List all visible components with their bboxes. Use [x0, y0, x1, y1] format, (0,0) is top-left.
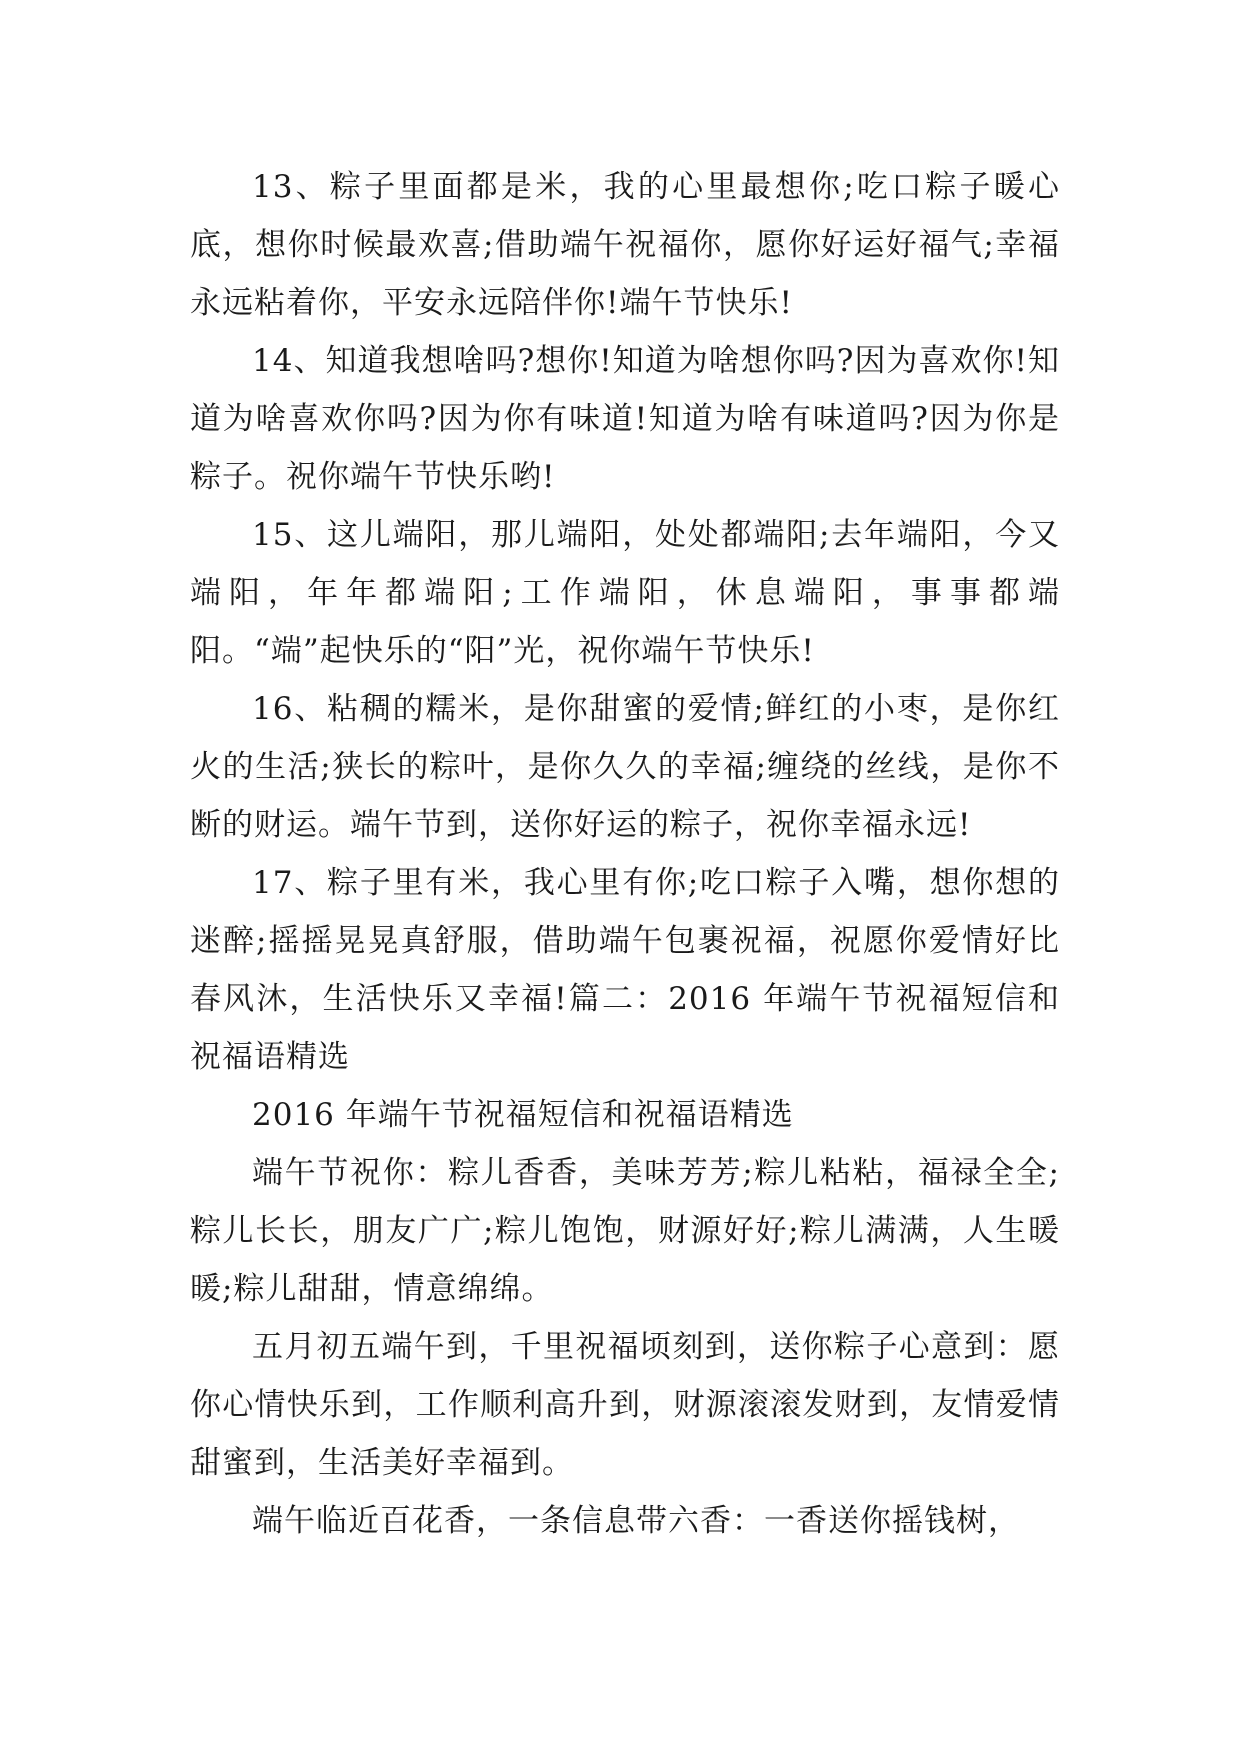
paragraph-greeting-3: 端午临近百花香，一条信息带六香：一香送你摇钱树， — [252, 1503, 1020, 1539]
paragraph-13: 13、粽子里面都是米，我的心里最想你;吃口粽子暖心底，想你时候最欢喜;借助端午祝福你，愿你好运好福气;幸福永远粘着你，平安永远陪伴你!端午节快乐! — [190, 169, 1060, 321]
paragraph-14: 14、知道我想啥吗?想你!知道为啥想你吗?因为喜欢你!知道为啥喜欢你吗?因为你有味道!知道为啥有味道吗?因为你是粽子。祝你端午节快乐哟! — [190, 343, 1060, 495]
paragraph-greeting-2: 五月初五端午到，千里祝福顷刻到，送你粽子心意到：愿你心情快乐到，工作顺利高升到，财源滚滚发财到，友情爱情甜蜜到，生活美好幸福到。 — [190, 1329, 1060, 1481]
paragraph-15: 15、这儿端阳，那儿端阳，处处都端阳;去年端阳，今又端阳，年年都端阳;工作端阳，休息端阳，事事都端阳。“端”起快乐的“阳”光，祝你端午节快乐! — [190, 517, 1060, 669]
document-body — [190, 158, 1060, 1550]
paragraph-greeting-1: 端午节祝你：粽儿香香，美味芳芳;粽儿粘粘，福禄全全;粽儿长长，朋友广广;粽儿饱饱，财源好好;粽儿满满，人生暖暖;粽儿甜甜，情意绵绵。 — [190, 1155, 1060, 1307]
paragraph-16: 16、粘稠的糯米，是你甜蜜的爱情;鲜红的小枣，是你红火的生活;狭长的粽叶，是你久久的幸福;缠绕的丝线，是你不断的财运。端午节到，送你好运的粽子，祝你幸福永远! — [190, 691, 1060, 843]
section-heading: 2016 年端午节祝福短信和祝福语精选 — [252, 1097, 794, 1133]
paragraph-17: 17、粽子里有米，我心里有你;吃口粽子入嘴，想你想的迷醉;摇摇晃晃真舒服，借助端午包裹祝福，祝愿你爱情好比春风沐，生活快乐又幸福!篇二：2016 年端午节祝福短信和祝福语精选 — [190, 865, 1060, 1075]
